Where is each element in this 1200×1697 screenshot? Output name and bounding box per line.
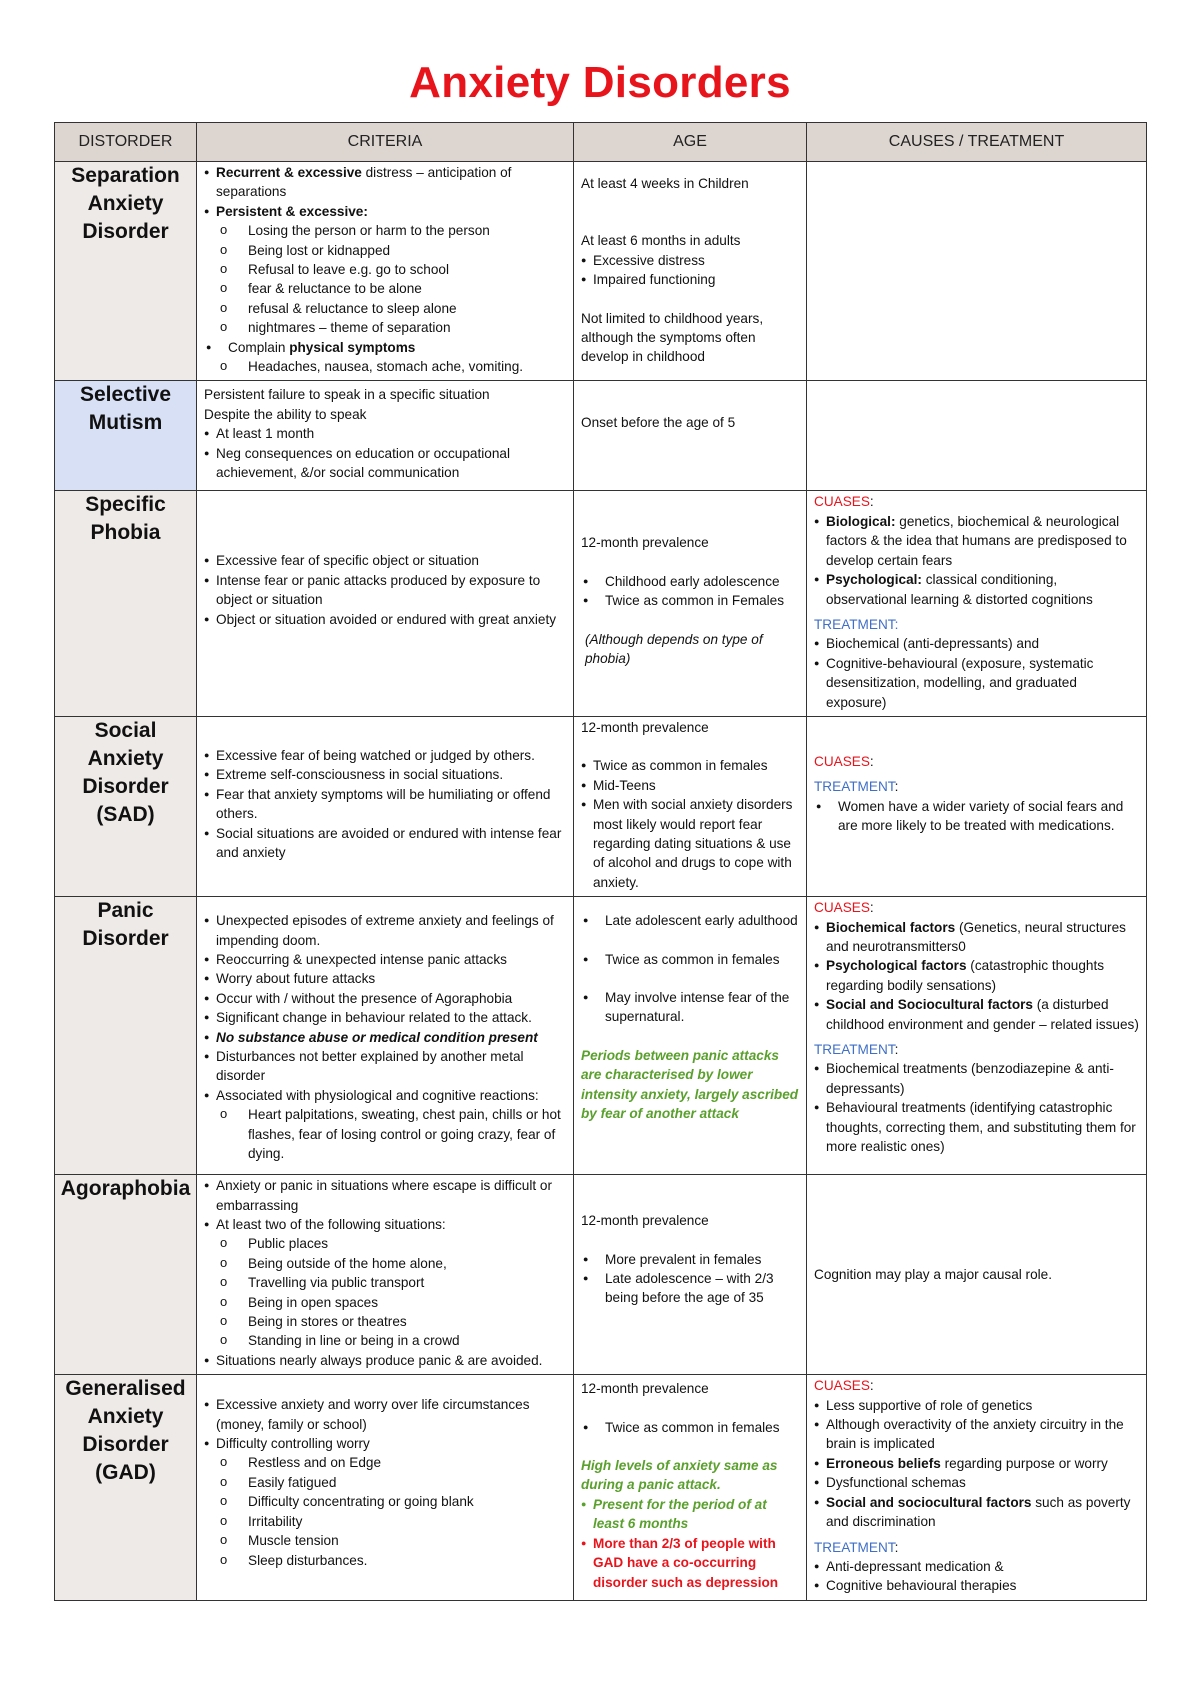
disorder-name: Separation Anxiety Disorder (55, 162, 197, 381)
header-causes: CAUSES / TREATMENT (807, 123, 1147, 162)
header-disorder: DISTORDER (55, 123, 197, 162)
row-specific-phobia: Specific Phobia ● Excessive fear of specific object or situation ● Intense fear or panic attacks produced by exposure to object or situation ● Object or situation avoided or endured with great anxiety 12-month prevalence ● Childhood early adolescence ● Twice as common in Females (Although depends on type of phobia) CUASES: ● Biological: genetics, biochemical & neurological factors & the idea that humans are predisposed to develop certain fears ● Psychological: classical conditioning, observational learning & distorted cognitions TREATMENT: ● Biochemical (anti-depressants) and ● Cognitive-behavioural (exposure, systematic desensitization, modelling, and graduated exposure) (55, 491, 1147, 716)
criteria-item: ● Persistent & excessive: (204, 202, 567, 221)
criteria-item: ● Recurrent & excessive distress – anticipation of separations (204, 163, 567, 202)
disorder-name: Generalised Anxiety Disorder (GAD) (55, 1375, 197, 1600)
row-separation-anxiety: Separation Anxiety Disorder ● Recurrent & excessive distress – anticipation of separations ● Persistent & excessive: o Losing the person or harm to the person o Being lost or kidnapped o Refusal to leave e.g. go to school o fear & reluctance to be alone o refusal & reluctance to sleep alone o nightmares – theme of separation ● Complain physical symptoms o Headaches, nausea, stomach ache, vomiting. At least 4 weeks in Children At least 6 months in adults ● Excessive distress ● Impaired functioning Not limited to childhood years, although the symptoms often develop in childhood (55, 162, 1147, 381)
disorder-name: Specific Phobia (55, 491, 197, 716)
anxiety-disorders-table (54, 122, 1147, 1601)
header-criteria: CRITERIA (197, 123, 574, 162)
header-row (55, 123, 1147, 162)
page-title: Anxiety Disorders (409, 58, 791, 107)
row-selective-mutism: Selective Mutism Persistent failure to speak in a specific situation Despite the ability to speak ● At least 1 month ● Neg consequences on education or occupational achievement, &/or social communication Onset before the age of 5 (55, 381, 1147, 491)
disorder-name: Agoraphobia (55, 1175, 197, 1375)
row-social-anxiety: Social Anxiety Disorder (SAD) ● Excessive fear of being watched or judged by others. ● Extreme self-consciousness in social situations. ● Fear that anxiety symptoms will be humiliating or offend others. ● Social situations are avoided or endured with intense fear and anxiety 12-month prevalence ● Twice as common in females ● Mid-Teens ● Men with social anxiety disorders most likely would report fear regarding dating situations & use of alcohol and drugs to cope with anxiety. CUASES: TREATMENT: ● Women have a wider variety of social fears and are more likely to be treated with medications. (55, 716, 1147, 896)
row-generalised-anxiety: Generalised Anxiety Disorder (GAD) ● Excessive anxiety and worry over life circumstances (money, family or school) ● Difficulty controlling worry o Restless and on Edge o Easily fatigued o Difficulty concentrating or going blank o Irritability o Muscle tension o Sleep disturbances. 12-month prevalence ● Twice as common in females High levels of anxiety same as during a panic attack. ● Present for the period of at least 6 months ● More than 2/3 of people with GAD have a co-occurring disorder such as depression CUASES: ● Less supportive of role of genetics ● Although overactivity of the anxiety circuitry in the brain is implicated ● Erroneous beliefs regarding purpose or worry ● Dysfunctional schemas ● Social and sociocultural factors such as poverty and discrimination TREATMENT: ● Anti-depressant medication & ● Cognitive behavioural therapies (55, 1375, 1147, 1600)
criteria-item: ● Complain physical symptoms (204, 338, 567, 357)
row-agoraphobia: Agoraphobia ● Anxiety or panic in situations where escape is difficult or embarrassing ● At least two of the following situations: o Public places o Being outside of the home alone, o Travelling via public transport o Being in open spaces o Being in stores or theatres o Standing in line or being in a crowd ● Situations nearly always produce panic & are avoided. 12-month prevalence ● More prevalent in females ● Late adolescence – with 2/3 being before the age of 35 Cognition may play a major causal role. (55, 1175, 1147, 1375)
row-panic-disorder: Panic Disorder ● Unexpected episodes of extreme anxiety and feelings of impending doom. ● Reoccurring & unexpected intense panic attacks ● Worry about future attacks ● Occur with / without the presence of Agoraphobia ● Significant change in behaviour related to the attack. ● No substance abuse or medical condition present ● Disturbances not better explained by another metal disorder ● Associated with physiological and cognitive reactions: o Heart palpitations, sweating, chest pain, chills or hot flashes, fear of losing control or going crazy, fear of dying. ● Late adolescent early adulthood ● Twice as common in females ● May involve intense fear of the supernatural. Periods between panic attacks are characterised by lower intensity anxiety, largely ascribed by fear of another attack CUASES: ● Biochemical factors (Genetics, neural structures and neurotransmitters0 ● Psychological factors (catastrophic thoughts regarding bodily sensations) ● Social and Sociocultural factors (a disturbed childhood environment and gender – related issues) TREATMENT: ● Biochemical treatments (benzodiazepine & anti-depressants) ● Behavioural treatments (identifying catastrophic thoughts, correcting them, and substituting them for more realistic ones) (55, 897, 1147, 1175)
disorder-name: Selective Mutism (55, 381, 197, 491)
header-age: AGE (574, 123, 807, 162)
disorder-name: Panic Disorder (55, 897, 197, 1175)
disorder-name: Social Anxiety Disorder (SAD) (55, 716, 197, 896)
